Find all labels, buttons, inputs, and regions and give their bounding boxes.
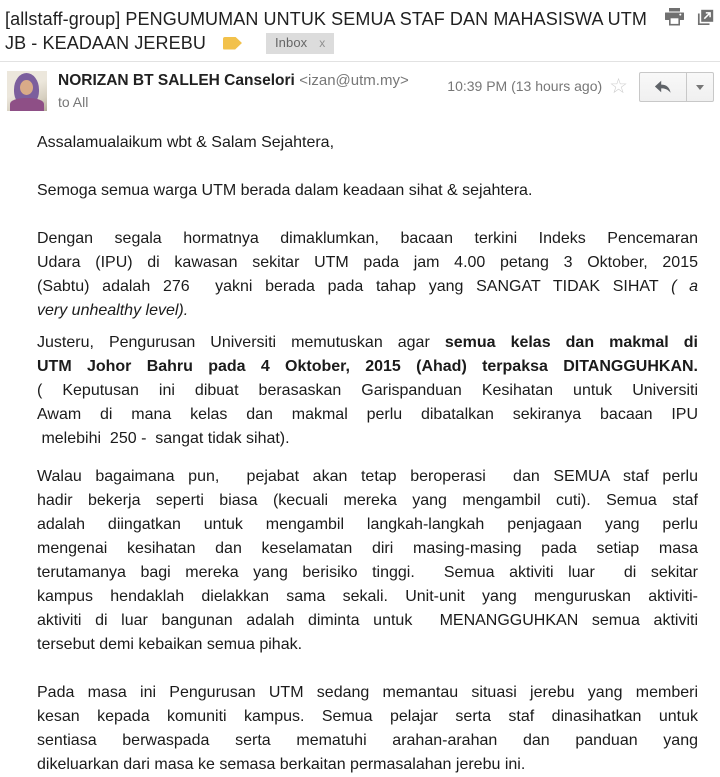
dropdown-arrow-icon [696,85,704,90]
body-line: kampus hendaklah dielakkan sama sekali. Unit-unit yang menguruskan aktiviti- [37,588,698,605]
sender-avatar [7,71,47,111]
paragraph [37,131,698,155]
body-line: Semoga semua warga UTM berada dalam keadaan sihat & sejahtera. [37,182,533,199]
recipient-text[interactable]: to All [58,94,89,110]
inbox-label-text: Inbox [274,35,308,50]
body-line: aktiviti di luar bangunan adalah diminta untuk MENANGGUHKAN semua aktiviti [37,612,698,629]
body-line: tersebut demi kebaikan semua pihak. [37,636,303,653]
avatar-art [10,98,44,111]
reply-arrow-icon [654,80,672,94]
body-line: very unhealthy level). [37,302,189,319]
email-subject [5,7,656,55]
body-line: kesan kepada komuniti kampus. Semua pelajar serta staf dinasihatkan untuk [37,708,698,725]
star-icon[interactable]: ☆ [609,75,628,98]
timestamp: 10:39 PM (13 hours ago) [447,78,603,94]
body-line: (Sabtu) adalah 276 yakni berada pada tahap yang SANGAT TIDAK SIHAT ( a [37,278,699,295]
sender-email: <izan@utm.my> [299,72,409,89]
avatar-art [20,80,33,95]
subject-area [0,0,720,59]
message-actions [447,71,714,102]
sender-name: NORIZAN BT SALLEH Canselori [58,72,295,89]
body-line: UTM Johor Bahru pada 4 Oktober, 2015 (Ahad) terpaksa DITANGGUHKAN. [37,358,698,375]
paragraph [37,179,698,203]
email-body [0,116,720,777]
open-in-new-icon[interactable] [697,9,714,26]
body-line: Justeru, Pengurusan Universiti memutuskan agar semua kelas dan makmal di [37,334,698,351]
paragraph [37,331,698,451]
body-line: adalah diingatkan untuk mengambil langkah-langkah penjagaan yang perlu [37,516,698,533]
subject-line-2: JB - KEADAAN JEREBU [5,33,206,53]
sender-row [0,62,720,116]
body-line: Pada masa ini Pengurusan UTM sedang memantau situasi jerebu yang memberi [37,684,698,701]
print-icon[interactable] [664,8,685,26]
paragraph [37,465,698,657]
body-line: hadir bekerja seperti biasa (kecuali mereka yang mengambil cuti). Semua staf [37,492,698,509]
body-line: mengenai kesihatan dan keselamatan diri masing-masing pada setiap masa [37,540,698,557]
sender-info [58,71,447,110]
body-line: Udara (IPU) di kawasan sekitar UTM pada jam 4.00 petang 3 Oktober, 2015 [37,254,698,271]
remove-label-button[interactable]: x [319,36,326,50]
body-line: sentiasa berwaspada serta mematuhi arahan-arahan dan panduan yang [37,732,698,749]
body-line: ( Keputusan ini dibuat berasaskan Garispanduan Kesihatan untuk Universiti [37,382,698,399]
body-line: Walau bagaimana pun, pejabat akan tetap beroperasi dan SEMUA staf perlu [37,468,698,485]
paragraph [37,227,698,323]
body-line: terutamanya bagi mereka yang berisiko tinggi. Semua aktiviti luar di sekitar [37,564,698,581]
paragraph [37,681,698,777]
subject-line-1: [allstaff-group] PENGUMUMAN UNTUK SEMUA STAF DAN MAHASISWA UTM [5,9,647,29]
reply-button[interactable] [639,72,687,102]
more-reply-options-button[interactable] [686,72,714,102]
body-line: dikeluarkan dari masa ke semasa berkaitan permasalahan jerebu ini. [37,756,526,773]
importance-marker-icon[interactable] [223,37,242,50]
body-line: Dengan segala hormatnya dimaklumkan, bacaan terkini Indeks Pencemaran [37,230,698,247]
body-line: Assalamualaikum wbt & Salam Sejahtera, [37,134,335,151]
body-line: melebihi 250 - sangat tidak sihat). [37,430,290,447]
inbox-label-chip [266,33,334,54]
body-line: Awam di mana kelas dan makmal perlu dibatalkan sekiranya bacaan IPU [37,406,698,423]
